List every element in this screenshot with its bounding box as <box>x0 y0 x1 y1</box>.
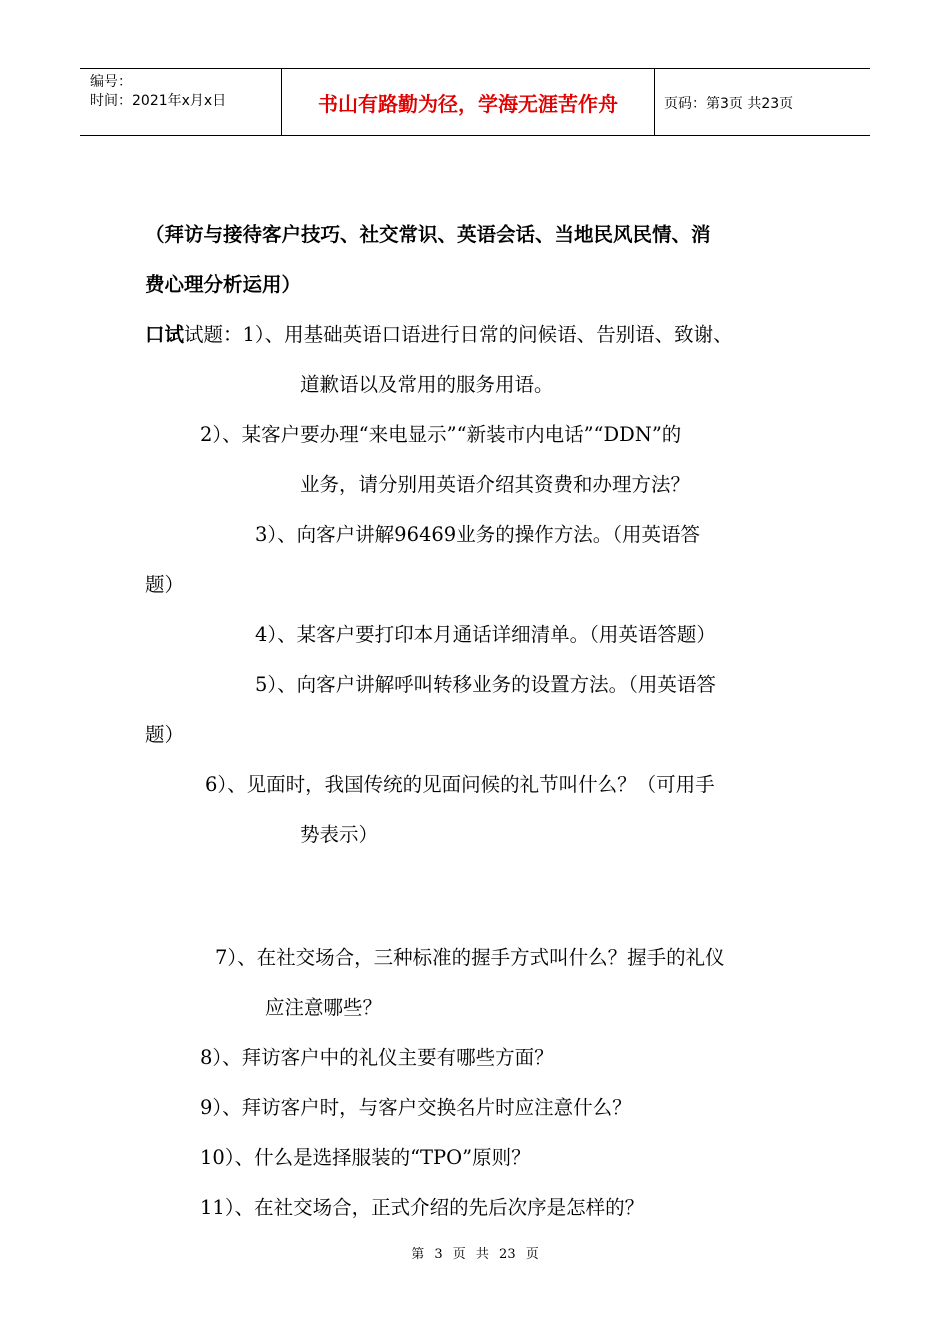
question-1-line1 <box>145 322 733 348</box>
question-7-line2: 应注意哪些？ <box>265 996 383 1019</box>
page-header <box>80 68 870 136</box>
question-4-line1: 4）、某客户要打印本月通话详细清单。（用英语答题） <box>255 623 716 646</box>
header-time-label: 时间：2021年x月x日 <box>90 93 227 109</box>
question-2-line1: 2）、某客户要办理“来电显示”“新装市内电话”“DDN”的 <box>200 423 682 446</box>
header-page-info: 页码：第3页 共23页 <box>664 96 794 112</box>
page-footer: 第 3 页 共 23 页 <box>411 1247 539 1262</box>
question-11-line1: 11）、在社交场合，正式介绍的先后次序是怎样的？ <box>200 1196 645 1219</box>
question-2-line2: 业务，请分别用英语介绍其资费和办理方法？ <box>300 473 691 496</box>
question-3-line2: 题） <box>145 573 185 596</box>
section-title-line1: （拜访与接待客户技巧、社交常识、英语会话、当地民风民情、消 <box>145 223 711 246</box>
question-8-line1: 8）、拜访客户中的礼仪主要有哪些方面？ <box>200 1046 554 1069</box>
oral-exam-label: 口试 <box>145 323 185 346</box>
header-number-label: 编号： <box>90 74 132 90</box>
question-9-line1: 9）、拜访客户时，与客户交换名片时应注意什么？ <box>200 1096 632 1119</box>
question-5-line2: 题） <box>145 723 185 746</box>
question-1-line2: 道歉语以及常用的服务用语。 <box>300 373 554 396</box>
question-1-text: 试题：1）、用基础英语口语进行日常的问候语、告别语、致谢、 <box>184 323 733 346</box>
question-6-line1: 6）、见面时，我国传统的见面问候的礼节叫什么？（可用手 <box>205 773 715 796</box>
question-3-line1: 3）、向客户讲解96469业务的操作方法。（用英语答 <box>255 523 700 546</box>
question-6-line2: 势表示） <box>300 823 379 846</box>
header-meta-cell <box>80 69 282 135</box>
question-7-line1: 7）、在社交场合，三种标准的握手方式叫什么？握手的礼仪 <box>215 946 725 969</box>
header-motto: 书山有路勤为径，学海无涯苦作舟 <box>282 69 655 135</box>
question-5-line1: 5）、向客户讲解呼叫转移业务的设置方法。（用英语答 <box>255 673 716 696</box>
question-10-line1: 10）、什么是选择服装的“TPO”原则？ <box>200 1146 531 1169</box>
section-title-line2: 费心理分析运用） <box>145 273 302 296</box>
